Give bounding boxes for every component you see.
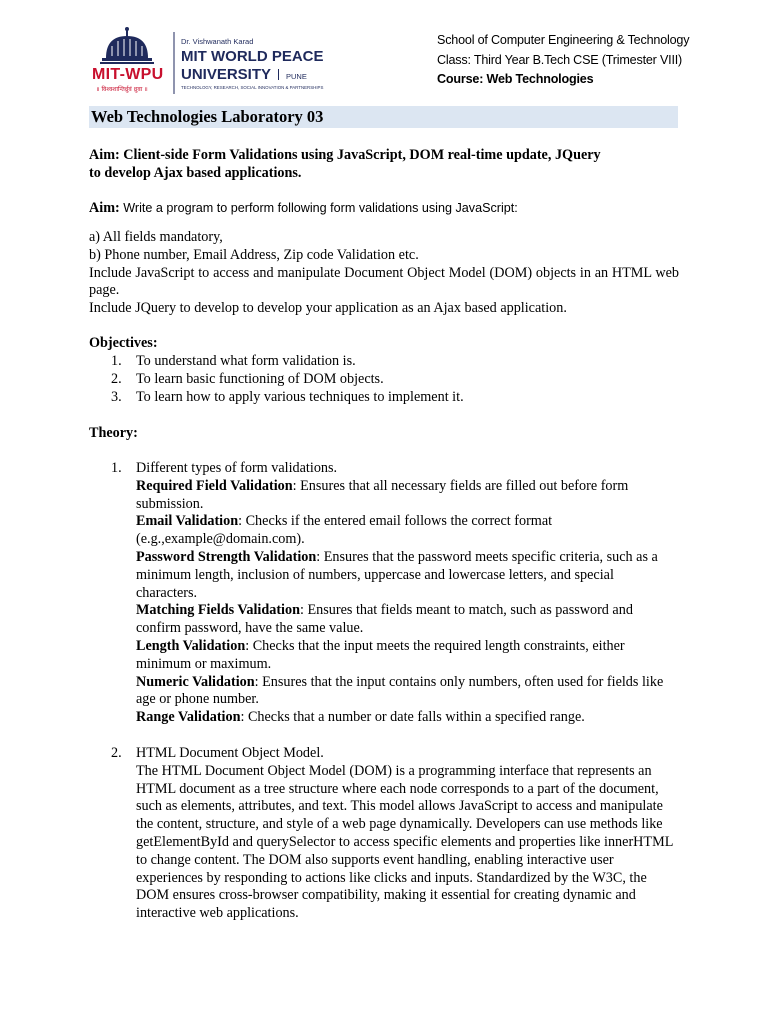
validation-desc: : Ensures that all necessary fields are filled out before form submission. [136, 477, 629, 512]
theory-item-validations [136, 460, 676, 727]
aim-statement [89, 200, 679, 218]
objective-number: 2. [111, 371, 122, 387]
objective-item: To understand what form validation is. [136, 353, 356, 369]
requirement-dom: Include JavaScript to access and manipulate Document Object Model (DOM) objects in an HTML web page. [89, 264, 679, 299]
validation-desc: : Checks if the entered email follows the correct format (e.g.,example@domain.com). [136, 513, 553, 548]
validation-entry [136, 709, 676, 727]
logo-tagline: ॥ विश्वशान्तिर्ध्रुवं ध्रुवा ॥ [96, 86, 148, 93]
validation-term: Numeric Validation [136, 673, 255, 690]
class-info: Class: Third Year B.Tech CSE (Trimester VIII) [437, 52, 683, 67]
theory-item-title: HTML Document Object Model. [136, 745, 324, 761]
validation-desc: : Ensures that the input contains only numbers, often used for fields like age or phone number. [136, 673, 664, 708]
validation-entry [136, 513, 676, 549]
objective-item: To learn how to apply various techniques to implement it. [136, 389, 464, 405]
logo-name-line2-row [181, 66, 307, 84]
validation-desc: : Checks that a number or date falls within a specified range. [240, 709, 585, 726]
course-name: Course: Web Technologies [437, 72, 594, 86]
validation-term: Length Validation [136, 637, 246, 654]
lab-title: Web Technologies Laboratory 03 [91, 107, 324, 126]
logo-name-line1: MIT WORLD PEACE [181, 48, 324, 65]
aim-text: Write a program to perform following form validations using JavaScript: [119, 201, 518, 215]
validation-term: Required Field Validation [136, 477, 293, 494]
logo-wordmark: MIT-WPU [92, 66, 164, 83]
validation-entry [136, 602, 676, 638]
logo-divider [278, 69, 279, 80]
logo-motto: TECHNOLOGY, RESEARCH, SOCIAL INNOVATION & PARTNERSHIPS [181, 85, 324, 90]
validation-entry [136, 478, 676, 514]
logo-founder: Dr. Vishwanath Karad [181, 37, 254, 46]
logo-name-line2: UNIVERSITY [181, 66, 272, 83]
validation-desc: : Ensures that fields meant to match, such as password and confirm password, have the same value. [136, 602, 633, 637]
requirement-b: b) Phone number, Email Address, Zip code Validation etc. [89, 246, 419, 263]
logo-city: PUNE [286, 72, 307, 81]
theory-item-dom [136, 745, 676, 923]
objective-item: To learn basic functioning of DOM objects. [136, 371, 384, 387]
validation-entry [136, 549, 676, 602]
university-logo [92, 26, 342, 98]
school-name: School of Computer Engineering & Technology [437, 33, 690, 47]
objective-number: 1. [111, 353, 122, 369]
validation-desc: : Ensures that the password meets specific criteria, such as a minimum length, inclusion of numbers, uppercase and lowercase letters, and special characters. [136, 548, 658, 601]
aim-heading-line1: Aim: Client-side Form Validations using JavaScript, DOM real-time update, JQuery [89, 147, 601, 163]
course-header [437, 31, 689, 90]
lab-title-bar [89, 106, 678, 128]
dom-paragraph: The HTML Document Object Model (DOM) is a programming interface that represents an HTML document as a tree structure where each node corresponds to a part of the document, such as elements, attributes, and text. This model allows JavaScript to access and manipulate the content, structure, and style of a web page dynamically. Developers can use methods like getElementById and querySelector to access specific elements and properties like innerHTML to change content. The DOM also supports event handling, enabling interactive user experiences by responding to actions like clicks and inputs. Standardized by the W3C, the DOM ensures cross-browser compatibility, making it essential for creating dynamic and interactive web applications. [136, 762, 673, 922]
aim-label: Aim: [89, 200, 120, 216]
validation-term: Password Strength Validation [136, 548, 317, 565]
validation-desc: : Checks that the input meets the required length constraints, either minimum or maximum. [136, 637, 625, 672]
aim-heading [89, 147, 679, 183]
theory-item-title: Different types of form validations. [136, 460, 338, 476]
validation-entry [136, 638, 676, 674]
theory-item-number: 2. [111, 745, 122, 761]
validation-term: Email Validation [136, 513, 239, 530]
validation-term: Matching Fields Validation [136, 602, 300, 619]
aim-heading-line2: to develop Ajax based applications. [89, 164, 302, 181]
requirement-jquery: Include JQuery to develop to develop your application as an Ajax based application. [89, 300, 567, 317]
requirements [89, 229, 679, 318]
theory-heading: Theory: [89, 425, 138, 441]
objectives-heading: Objectives: [89, 335, 158, 351]
objective-number: 3. [111, 389, 122, 405]
requirement-a: a) All fields mandatory, [89, 229, 223, 245]
validation-entry [136, 674, 676, 710]
validation-term: Range Validation [136, 709, 241, 726]
theory-item-number: 1. [111, 460, 122, 476]
